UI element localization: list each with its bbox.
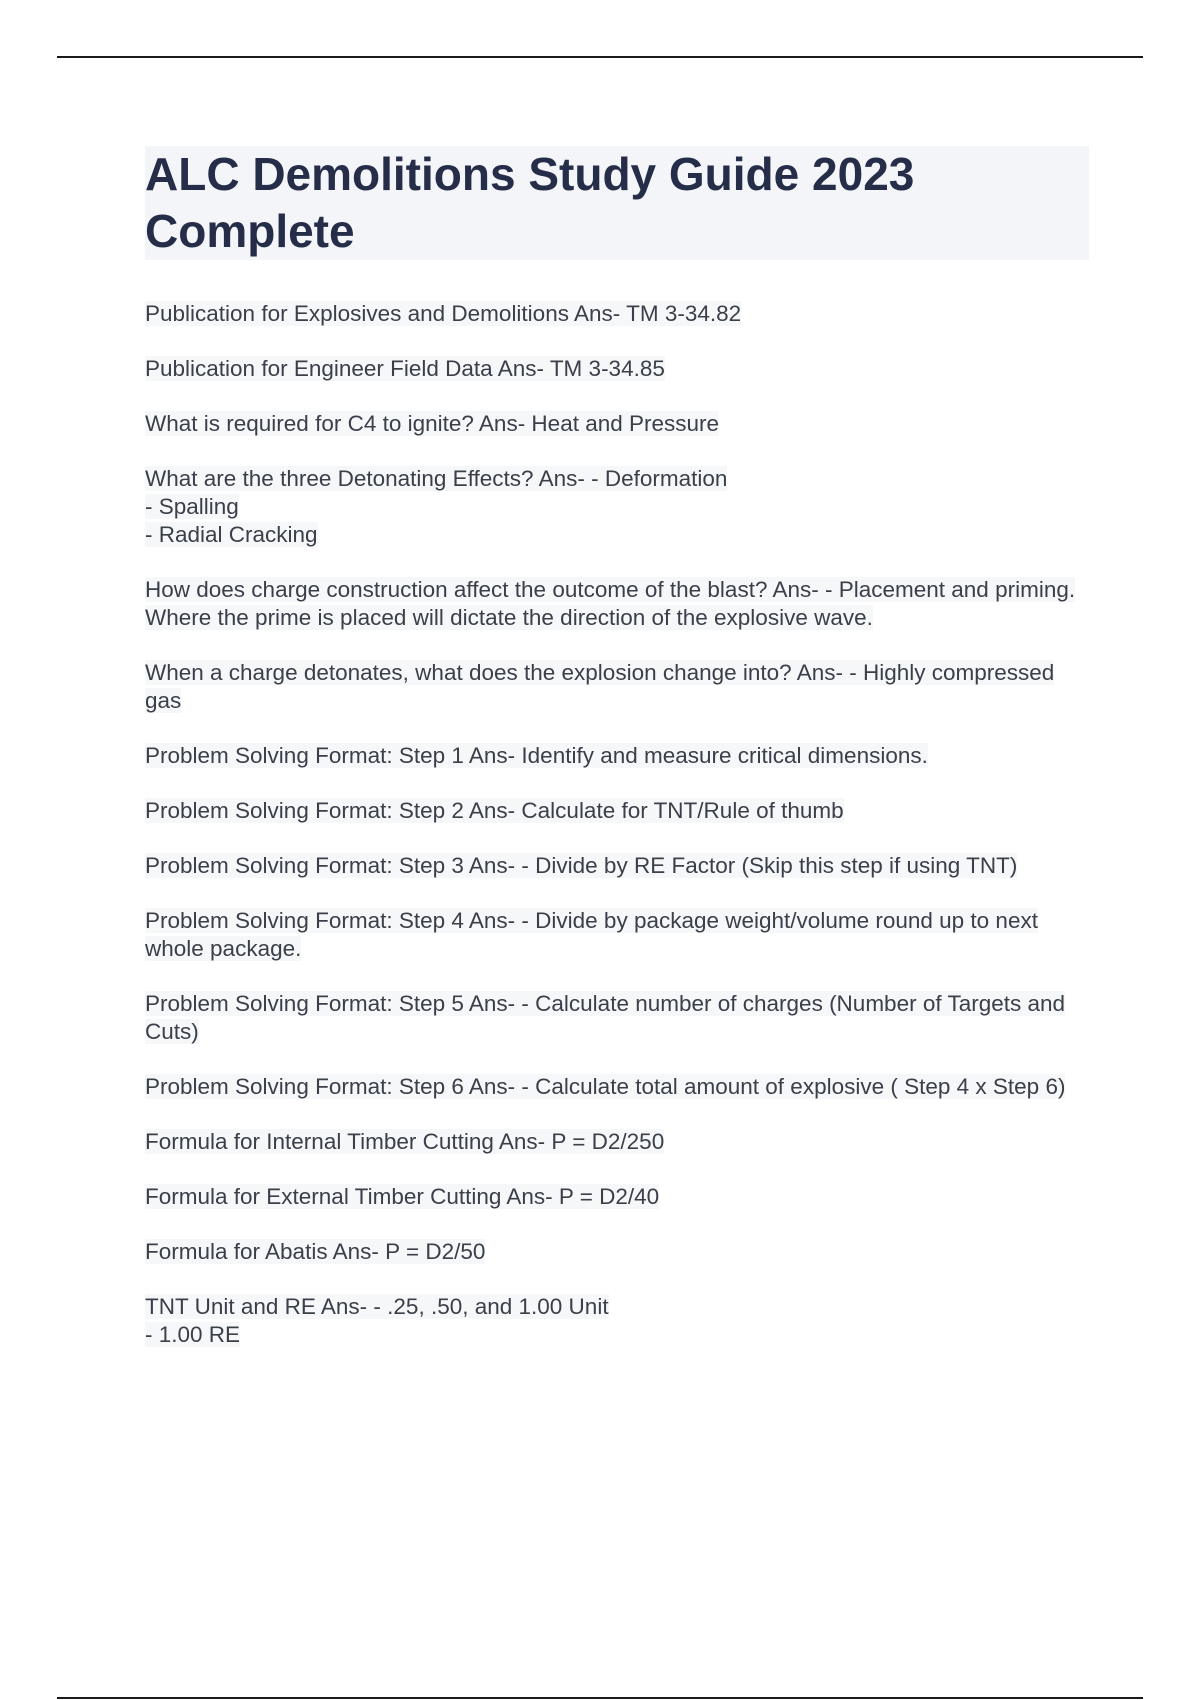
qa-item-text: What are the three Detonating Effects? Ans- - Deformation - Spalling - Radial Cracking (145, 466, 728, 547)
qa-item-charge-construction (145, 576, 1089, 632)
qa-item-text: Formula for Internal Timber Cutting Ans- P = D2/250 (145, 1129, 665, 1154)
qa-item-publication-explosives (145, 300, 1089, 328)
qa-item-text: What is required for C4 to ignite? Ans- Heat and Pressure (145, 411, 720, 436)
qa-item-step-4 (145, 907, 1089, 963)
qa-item-text: Problem Solving Format: Step 2 Ans- Calculate for TNT/Rule of thumb (145, 798, 844, 823)
header-rule (57, 56, 1143, 58)
qa-item-text: Problem Solving Format: Step 3 Ans- - Divide by RE Factor (Skip this step if using TNT) (145, 853, 1018, 878)
qa-item-text: Problem Solving Format: Step 5 Ans- - Calculate number of charges (Number of Targets and Cuts) (145, 991, 1066, 1044)
qa-item-abatis (145, 1238, 1089, 1266)
qa-item-step-3 (145, 852, 1089, 880)
qa-item-text: TNT Unit and RE Ans- - .25, .50, and 1.00 Unit - 1.00 RE (145, 1294, 609, 1347)
qa-item-publication-field-data (145, 355, 1089, 383)
qa-item-internal-timber (145, 1128, 1089, 1156)
qa-item-text: Formula for Abatis Ans- P = D2/50 (145, 1239, 486, 1264)
qa-list (145, 300, 1089, 1376)
qa-item-step-2 (145, 797, 1089, 825)
title-block (145, 146, 1089, 260)
qa-item-detonating-effects (145, 465, 1089, 549)
qa-item-text: Publication for Engineer Field Data Ans- TM 3-34.85 (145, 356, 665, 381)
qa-item-tnt-unit-re (145, 1293, 1089, 1349)
qa-item-text: Publication for Explosives and Demolitions Ans- TM 3-34.82 (145, 301, 742, 326)
qa-item-external-timber (145, 1183, 1089, 1211)
qa-item-text: Formula for External Timber Cutting Ans- P = D2/40 (145, 1184, 660, 1209)
qa-item-step-6 (145, 1073, 1089, 1101)
qa-item-step-5 (145, 990, 1089, 1046)
qa-item-step-1 (145, 742, 1089, 770)
qa-item-c4-ignite (145, 410, 1089, 438)
qa-item-text: How does charge construction affect the outcome of the blast? Ans- - Placement and priming. Where the prime is placed will dictate the direction of the explosive wave. (145, 577, 1076, 630)
qa-item-text: Problem Solving Format: Step 6 Ans- - Calculate total amount of explosive ( Step 4 x Step 6) (145, 1074, 1066, 1099)
qa-item-explosion-change (145, 659, 1089, 715)
footer-rule (57, 1697, 1143, 1699)
qa-item-text: Problem Solving Format: Step 4 Ans- - Divide by package weight/volume round up to next whole package. (145, 908, 1038, 961)
qa-item-text: When a charge detonates, what does the explosion change into? Ans- - Highly compressed gas (145, 660, 1055, 713)
document-title: ALC Demolitions Study Guide 2023 Complete (145, 148, 915, 257)
qa-item-text: Problem Solving Format: Step 1 Ans- Identify and measure critical dimensions. (145, 743, 928, 768)
